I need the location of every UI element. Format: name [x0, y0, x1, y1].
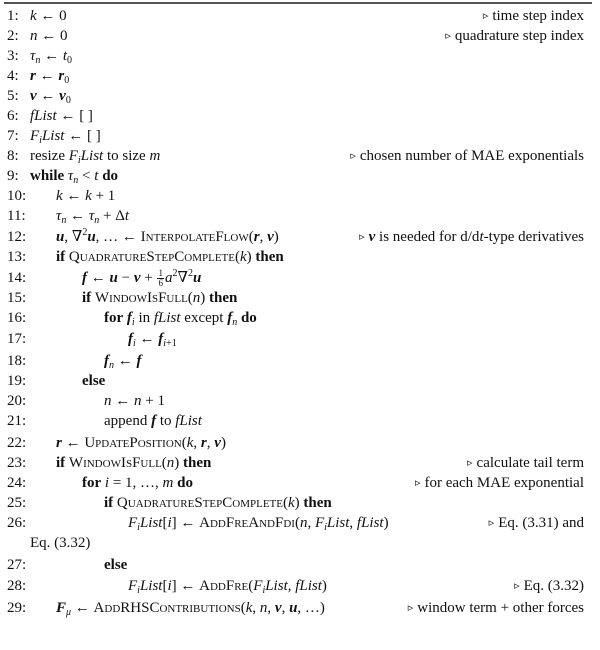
- algo-line-4: [0, 66, 592, 86]
- line-code: k ← k + 1: [56, 188, 116, 204]
- algo-line-22: [0, 433, 592, 453]
- line-number: 12:: [7, 229, 27, 245]
- line-number: 4:: [7, 68, 19, 84]
- line-number: 26:: [7, 515, 27, 531]
- algo-line-30: [0, 588, 592, 608]
- line-number: 15:: [7, 290, 27, 306]
- line-code: else: [82, 373, 106, 389]
- line-comment: ▹ for each MAE exponential: [414, 475, 584, 491]
- line-number: 13:: [7, 249, 27, 265]
- line-code: v ← $v_0$: [30, 88, 71, 106]
- algo-line-6: [0, 106, 592, 126]
- algo-line-2: [0, 26, 592, 46]
- algo-line-5: [0, 86, 592, 106]
- algo-line-23: [0, 453, 592, 473]
- line-number: 25:: [7, 495, 27, 511]
- line-number: 5:: [7, 88, 19, 104]
- algo-line-27: [0, 555, 592, 575]
- line-comment-continuation: Eq. (3.32): [30, 535, 91, 551]
- line-number: 3:: [7, 48, 19, 64]
- line-code: n ← 0: [30, 28, 68, 44]
- line-number: 10:: [7, 188, 27, 204]
- line-number: 2:: [7, 28, 19, 44]
- line-comment: ▹ chosen number of MAE exponentials: [350, 148, 584, 164]
- line-number: 1:: [7, 8, 19, 24]
- line-code: if WindowIsFull(n) then: [56, 455, 212, 471]
- line-comment: ▹ window term + other forces: [407, 600, 584, 616]
- line-code: $F_iList[i]$ ← $AddFre(F_iList$, fList): [128, 578, 327, 596]
- algo-line-14: [0, 268, 592, 288]
- algo-line-17: [0, 329, 592, 349]
- algo-line-13: [0, 247, 592, 267]
- comment-triangle-icon: ▹: [445, 30, 451, 42]
- line-comment: ▹ quadrature step index: [445, 28, 584, 44]
- line-comment: ▹ Eq. (3.31) and: [488, 515, 584, 531]
- line-comment: ▹ time step index: [482, 8, 584, 24]
- line-number: 17:: [7, 331, 27, 347]
- line-code: for $f_i$ in fList except $f_n$ do: [104, 310, 257, 328]
- algo-line-10: [0, 186, 592, 206]
- line-number: 28:: [7, 578, 27, 594]
- line-code: $f_i$ ← $f_{i+1}$: [128, 331, 177, 349]
- line-number: 18:: [7, 353, 27, 369]
- line-code: append f to fList: [104, 413, 202, 429]
- line-number: 8:: [7, 148, 19, 164]
- comment-triangle-icon: ▹: [467, 457, 473, 469]
- algo-line-24: [0, 473, 592, 493]
- line-code: $\tau_n$ ← $\tau_n + \Delta t$: [56, 208, 130, 226]
- algo-line-1: [0, 6, 592, 26]
- comment-triangle-icon: ▹: [482, 10, 489, 22]
- line-number: 27:: [7, 557, 27, 573]
- line-code: if QuadratureStepComplete(k) then: [56, 249, 284, 265]
- line-number: 23:: [7, 455, 27, 471]
- algo-line-15: [0, 288, 592, 308]
- algo-line-18: [0, 351, 592, 371]
- line-code: $\tau_n$ ← $t_0$: [30, 48, 73, 66]
- line-number: 9:: [7, 168, 19, 184]
- line-code: $F_iList[i]$ ← AddFreAndFdi(n, $F_iList$, fList): [128, 515, 389, 533]
- line-code: while $\tau_n < t$ do: [30, 168, 119, 186]
- line-number: 14:: [7, 270, 27, 286]
- line-code: r ← $r_0$: [30, 68, 70, 86]
- line-code: if WindowIsFull(n) then: [82, 290, 238, 306]
- line-number: 19:: [7, 373, 27, 389]
- algo-line-11: [0, 206, 592, 226]
- line-number: 16:: [7, 310, 27, 326]
- comment-triangle-icon: ▹: [414, 477, 421, 489]
- algo-line-26: [0, 513, 592, 533]
- line-code: if QuadratureStepComplete(k) then: [104, 495, 332, 511]
- line-comment: ▹ v is needed for d/dt-type derivatives: [359, 229, 584, 245]
- line-comment: ▹ Eq. (3.32): [514, 578, 584, 594]
- line-code: r ← UpdatePosition(k, r, v): [56, 435, 226, 451]
- algo-line-16: [0, 308, 592, 328]
- line-code: fList ← [ ]: [30, 108, 93, 124]
- comment-triangle-icon: ▹: [350, 150, 356, 162]
- algo-line-26-continuation: [0, 533, 592, 553]
- line-code: n ← n + 1: [104, 393, 165, 409]
- line-code: k ← 0: [30, 8, 67, 24]
- algo-line-19: [0, 371, 592, 391]
- algo-line-20: [0, 391, 592, 411]
- comment-triangle-icon: ▹: [488, 517, 495, 529]
- algo-line-21: [0, 411, 592, 431]
- comment-triangle-icon: ▹: [514, 580, 520, 592]
- line-number: 24:: [7, 475, 27, 491]
- line-code: u, ∇$^2$u, … ← InterpolateFlow(r, v): [56, 227, 279, 245]
- line-code: resize $F_iList$ to size m: [30, 148, 161, 166]
- top-rule: [4, 2, 592, 4]
- line-number: 7:: [7, 128, 19, 144]
- comment-triangle-icon: ▹: [407, 602, 414, 614]
- algo-line-12: [0, 227, 592, 247]
- line-comment: ▹ calculate tail term: [467, 455, 584, 471]
- algo-line-9: [0, 166, 592, 186]
- line-number: 11:: [7, 208, 26, 224]
- line-number: 20:: [7, 393, 27, 409]
- line-number: 21:: [7, 413, 27, 429]
- line-number: 22:: [7, 435, 27, 451]
- algo-line-8: [0, 146, 592, 166]
- line-number: 6:: [7, 108, 19, 124]
- line-code: else: [104, 557, 128, 573]
- line-code: $F_\mu$ ← AddRHSContributions(k, n, v, u, …): [56, 600, 325, 618]
- algo-line-25: [0, 493, 592, 513]
- algo-line-7: [0, 126, 592, 146]
- comment-triangle-icon: ▹: [359, 231, 365, 243]
- algo-line-3: [0, 46, 592, 66]
- line-code: f ← u − v + $\frac{1}{6}$ $a^2\nabla^2u$: [82, 268, 202, 289]
- line-code: for i = 1, …, m do: [82, 475, 193, 491]
- line-code: $f_n$ ← f: [104, 353, 142, 371]
- line-code: $F_iList$ ← [ ]: [30, 128, 101, 146]
- line-number: 29:: [7, 600, 27, 616]
